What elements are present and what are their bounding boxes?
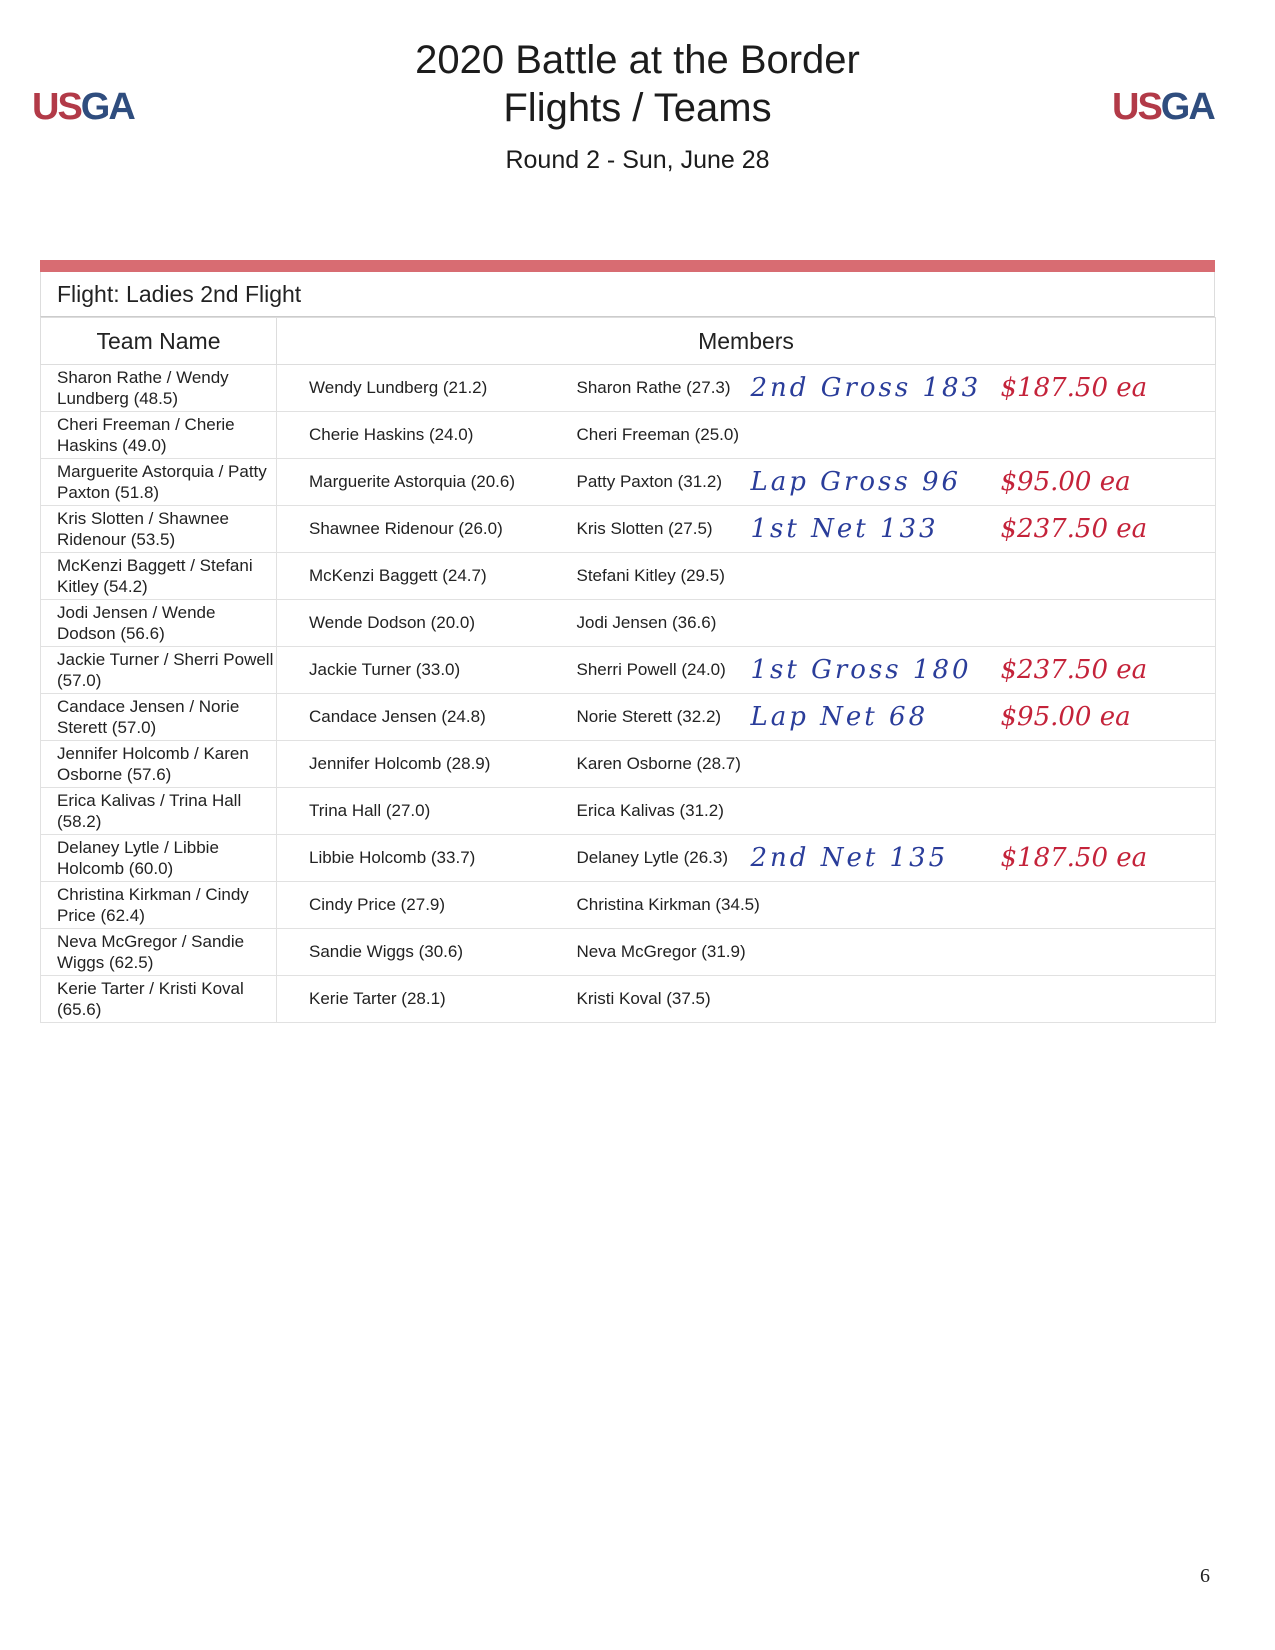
member-1-cell: Wende Dodson (20.0) bbox=[277, 600, 561, 647]
table-row bbox=[41, 835, 1216, 882]
usga-logo-right: USGA bbox=[1112, 86, 1214, 128]
usga-logo-left: USGA bbox=[32, 86, 134, 128]
member-1-cell: Jennifer Holcomb (28.9) bbox=[277, 741, 561, 788]
member-1-cell: Cindy Price (27.9) bbox=[277, 882, 561, 929]
handwritten-prize-note: $187.50 ea bbox=[1000, 373, 1148, 403]
team-name-cell: Marguerite Astorquia / Patty Paxton (51.8) bbox=[41, 459, 277, 506]
team-name-cell: McKenzi Baggett / Stefani Kitley (54.2) bbox=[41, 553, 277, 600]
table-row bbox=[41, 459, 1216, 506]
member-2-cell bbox=[561, 647, 1216, 694]
table-row bbox=[41, 788, 1216, 835]
page-title-line1: 2020 Battle at the Border bbox=[415, 38, 860, 82]
table-header-row bbox=[41, 318, 1216, 365]
flight-title: Flight: Ladies 2nd Flight bbox=[40, 272, 1215, 317]
member-2-cell bbox=[561, 788, 1216, 835]
team-name-cell: Neva McGregor / Sandie Wiggs (62.5) bbox=[41, 929, 277, 976]
member-1-cell: Trina Hall (27.0) bbox=[277, 788, 561, 835]
member-2-cell bbox=[561, 835, 1216, 882]
table-row bbox=[41, 694, 1216, 741]
member-2-cell bbox=[561, 553, 1216, 600]
table-row bbox=[41, 929, 1216, 976]
member-2-cell bbox=[561, 412, 1216, 459]
page-title-line2: Flights / Teams bbox=[503, 86, 772, 130]
member-2-name: Cheri Freeman (25.0) bbox=[576, 425, 740, 444]
member-2-name: Kristi Koval (37.5) bbox=[576, 989, 711, 1008]
member-2-name: Karen Osborne (28.7) bbox=[576, 754, 741, 773]
member-1-cell: Wendy Lundberg (21.2) bbox=[277, 365, 561, 412]
member-1-cell: Candace Jensen (24.8) bbox=[277, 694, 561, 741]
handwritten-result-note: Lap Gross 96 bbox=[750, 467, 962, 497]
handwritten-result-note: 2nd Gross 183 bbox=[750, 373, 982, 403]
handwritten-prize-note: $95.00 ea bbox=[1000, 702, 1131, 732]
handwritten-prize-note: $187.50 ea bbox=[1000, 843, 1148, 873]
member-2-cell bbox=[561, 506, 1216, 553]
team-name-cell: Jackie Turner / Sherri Powell (57.0) bbox=[41, 647, 277, 694]
member-1-cell: Shawnee Ridenour (26.0) bbox=[277, 506, 561, 553]
member-2-name: Norie Sterett (32.2) bbox=[576, 707, 722, 726]
member-1-cell: Libbie Holcomb (33.7) bbox=[277, 835, 561, 882]
member-2-name: Delaney Lytle (26.3) bbox=[576, 848, 729, 867]
member-1-cell: Sandie Wiggs (30.6) bbox=[277, 929, 561, 976]
page-number: 6 bbox=[1200, 1565, 1210, 1587]
member-2-cell bbox=[561, 600, 1216, 647]
teams-table bbox=[40, 317, 1216, 1023]
table-row bbox=[41, 553, 1216, 600]
table-row bbox=[41, 976, 1216, 1023]
team-name-cell: Christina Kirkman / Cindy Price (62.4) bbox=[41, 882, 277, 929]
handwritten-prize-note: $237.50 ea bbox=[1000, 514, 1148, 544]
member-2-cell bbox=[561, 694, 1216, 741]
member-2-name: Patty Paxton (31.2) bbox=[576, 472, 723, 491]
team-name-cell: Candace Jensen / Norie Sterett (57.0) bbox=[41, 694, 277, 741]
member-1-cell: Cherie Haskins (24.0) bbox=[277, 412, 561, 459]
handwritten-result-note: 2nd Net 135 bbox=[750, 843, 949, 873]
team-name-header: Team Name bbox=[41, 318, 277, 365]
handwritten-result-note: 1st Gross 180 bbox=[750, 655, 972, 685]
team-name-cell: Sharon Rathe / Wendy Lundberg (48.5) bbox=[41, 365, 277, 412]
flight-header-bar bbox=[40, 260, 1215, 272]
handwritten-prize-note: $237.50 ea bbox=[1000, 655, 1148, 685]
table-row bbox=[41, 647, 1216, 694]
handwritten-prize-note: $95.00 ea bbox=[1000, 467, 1131, 497]
member-2-name: Stefani Kitley (29.5) bbox=[576, 566, 725, 585]
team-name-cell: Kerie Tarter / Kristi Koval (65.6) bbox=[41, 976, 277, 1023]
team-name-cell: Jennifer Holcomb / Karen Osborne (57.6) bbox=[41, 741, 277, 788]
member-1-cell: Kerie Tarter (28.1) bbox=[277, 976, 561, 1023]
team-name-cell: Kris Slotten / Shawnee Ridenour (53.5) bbox=[41, 506, 277, 553]
handwritten-result-note: Lap Net 68 bbox=[750, 702, 929, 732]
member-1-cell: McKenzi Baggett (24.7) bbox=[277, 553, 561, 600]
table-row bbox=[41, 600, 1216, 647]
member-2-name: Sherri Powell (24.0) bbox=[576, 660, 726, 679]
member-2-cell bbox=[561, 459, 1216, 506]
member-2-cell bbox=[561, 882, 1216, 929]
page-header bbox=[0, 36, 1275, 175]
round-subtitle: Round 2 - Sun, June 28 bbox=[505, 146, 770, 174]
member-2-name: Jodi Jensen (36.6) bbox=[576, 613, 717, 632]
team-name-cell: Erica Kalivas / Trina Hall (58.2) bbox=[41, 788, 277, 835]
team-name-cell: Cheri Freeman / Cherie Haskins (49.0) bbox=[41, 412, 277, 459]
table-row bbox=[41, 506, 1216, 553]
members-header: Members bbox=[277, 318, 1216, 365]
member-2-name: Sharon Rathe (27.3) bbox=[576, 378, 731, 397]
member-2-cell bbox=[561, 741, 1216, 788]
member-2-name: Kris Slotten (27.5) bbox=[576, 519, 713, 538]
member-1-cell: Jackie Turner (33.0) bbox=[277, 647, 561, 694]
table-row bbox=[41, 741, 1216, 788]
member-2-name: Neva McGregor (31.9) bbox=[576, 942, 746, 961]
member-2-cell bbox=[561, 976, 1216, 1023]
member-2-cell bbox=[561, 365, 1216, 412]
member-2-name: Erica Kalivas (31.2) bbox=[576, 801, 724, 820]
team-name-cell: Jodi Jensen / Wende Dodson (56.6) bbox=[41, 600, 277, 647]
table-row bbox=[41, 412, 1216, 459]
member-2-cell bbox=[561, 929, 1216, 976]
table-row bbox=[41, 882, 1216, 929]
flight-table bbox=[40, 260, 1215, 1023]
table-row bbox=[41, 365, 1216, 412]
handwritten-result-note: 1st Net 133 bbox=[750, 514, 939, 544]
member-2-name: Christina Kirkman (34.5) bbox=[576, 895, 760, 914]
team-name-cell: Delaney Lytle / Libbie Holcomb (60.0) bbox=[41, 835, 277, 882]
member-1-cell: Marguerite Astorquia (20.6) bbox=[277, 459, 561, 506]
